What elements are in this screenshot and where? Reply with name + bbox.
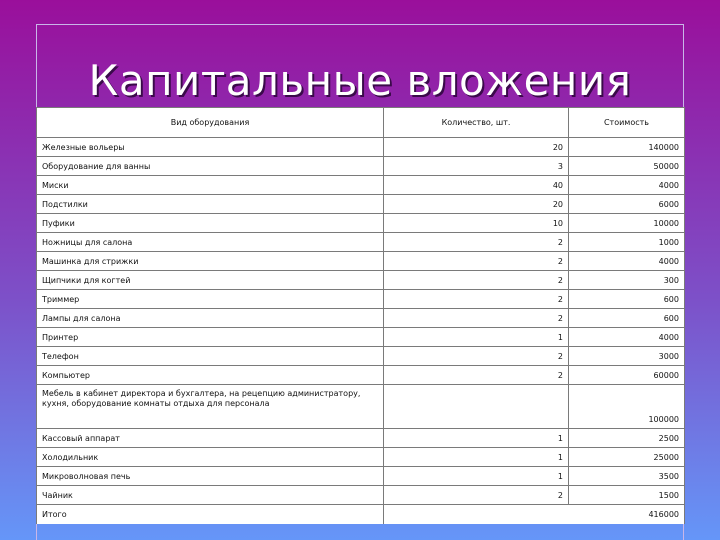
- table-row: [37, 385, 685, 429]
- cell-quantity: 20: [384, 195, 569, 214]
- table-row: [37, 138, 685, 157]
- cell-equipment-name: Мебель в кабинет директора и бухгалтера, на рецепцию администратору, кухня, оборудование комнаты отдыха для персонала: [37, 385, 384, 429]
- table-row: [37, 309, 685, 328]
- table-row: [37, 271, 685, 290]
- cell-cost: 4000: [569, 328, 685, 347]
- cell-quantity: 2: [384, 347, 569, 366]
- table-row: [37, 176, 685, 195]
- cell-quantity: 1: [384, 467, 569, 486]
- cell-cost: 4000: [569, 176, 685, 195]
- cell-equipment-name: Принтер: [37, 328, 384, 347]
- cell-equipment-name: Ножницы для салона: [37, 233, 384, 252]
- table-row: [37, 467, 685, 486]
- capital-investments-table: [36, 107, 685, 524]
- total-cost: 416000: [384, 505, 685, 524]
- cell-equipment-name: Триммер: [37, 290, 384, 309]
- table-row: [37, 366, 685, 385]
- cell-quantity: 3: [384, 157, 569, 176]
- cell-cost: 1000: [569, 233, 685, 252]
- cell-equipment-name: Оборудование для ванны: [37, 157, 384, 176]
- cell-equipment-name: Миски: [37, 176, 384, 195]
- cell-equipment-name: Телефон: [37, 347, 384, 366]
- table-row: [37, 448, 685, 467]
- cell-quantity: 1: [384, 328, 569, 347]
- cell-quantity: 2: [384, 366, 569, 385]
- cell-cost: 600: [569, 290, 685, 309]
- cell-cost: 10000: [569, 214, 685, 233]
- cell-quantity: 2: [384, 252, 569, 271]
- cell-quantity: 2: [384, 233, 569, 252]
- cell-equipment-name: Кассовый аппарат: [37, 429, 384, 448]
- cell-quantity: 2: [384, 486, 569, 505]
- cell-equipment-name: Машинка для стрижки: [37, 252, 384, 271]
- cell-cost: 60000: [569, 366, 685, 385]
- cell-cost: 300: [569, 271, 685, 290]
- table-row: [37, 328, 685, 347]
- cell-equipment-name: Подстилки: [37, 195, 384, 214]
- table-row: [37, 252, 685, 271]
- cell-equipment-name: Холодильник: [37, 448, 384, 467]
- cell-cost: 50000: [569, 157, 685, 176]
- header-cost: Стоимость: [569, 108, 685, 138]
- total-label: Итого: [37, 505, 384, 524]
- cell-equipment-name: Железные вольеры: [37, 138, 384, 157]
- slide-title: Капитальные вложения: [88, 56, 632, 105]
- cell-equipment-name: Щипчики для когтей: [37, 271, 384, 290]
- table-row: [37, 233, 685, 252]
- cell-cost: 3000: [569, 347, 685, 366]
- cell-quantity: 1: [384, 429, 569, 448]
- cell-quantity: 2: [384, 290, 569, 309]
- table-row: [37, 195, 685, 214]
- cell-cost: 4000: [569, 252, 685, 271]
- cell-cost: 140000: [569, 138, 685, 157]
- table-row: [37, 290, 685, 309]
- cell-quantity: 2: [384, 271, 569, 290]
- cell-quantity: 10: [384, 214, 569, 233]
- table-header-row: [37, 108, 685, 138]
- cell-equipment-name: Пуфики: [37, 214, 384, 233]
- cell-quantity: 20: [384, 138, 569, 157]
- cell-cost: 6000: [569, 195, 685, 214]
- cell-quantity: 2: [384, 309, 569, 328]
- cell-cost: 25000: [569, 448, 685, 467]
- table-row: [37, 214, 685, 233]
- header-equipment-type: Вид оборудования: [37, 108, 384, 138]
- table-row: [37, 429, 685, 448]
- table-body: [37, 138, 685, 505]
- cell-cost: 3500: [569, 467, 685, 486]
- cell-quantity: 1: [384, 448, 569, 467]
- cell-cost: 600: [569, 309, 685, 328]
- total-row: [37, 505, 685, 524]
- cell-equipment-name: Чайник: [37, 486, 384, 505]
- cell-equipment-name: Лампы для салона: [37, 309, 384, 328]
- cell-equipment-name: Микроволновая печь: [37, 467, 384, 486]
- cell-quantity: [384, 385, 569, 429]
- cell-equipment-name: Компьютер: [37, 366, 384, 385]
- table-row: [37, 157, 685, 176]
- table-row: [37, 486, 685, 505]
- header-quantity: Количество, шт.: [384, 108, 569, 138]
- cell-quantity: 40: [384, 176, 569, 195]
- cell-cost: 2500: [569, 429, 685, 448]
- cell-cost: 100000: [569, 385, 685, 429]
- cell-cost: 1500: [569, 486, 685, 505]
- table-row: [37, 347, 685, 366]
